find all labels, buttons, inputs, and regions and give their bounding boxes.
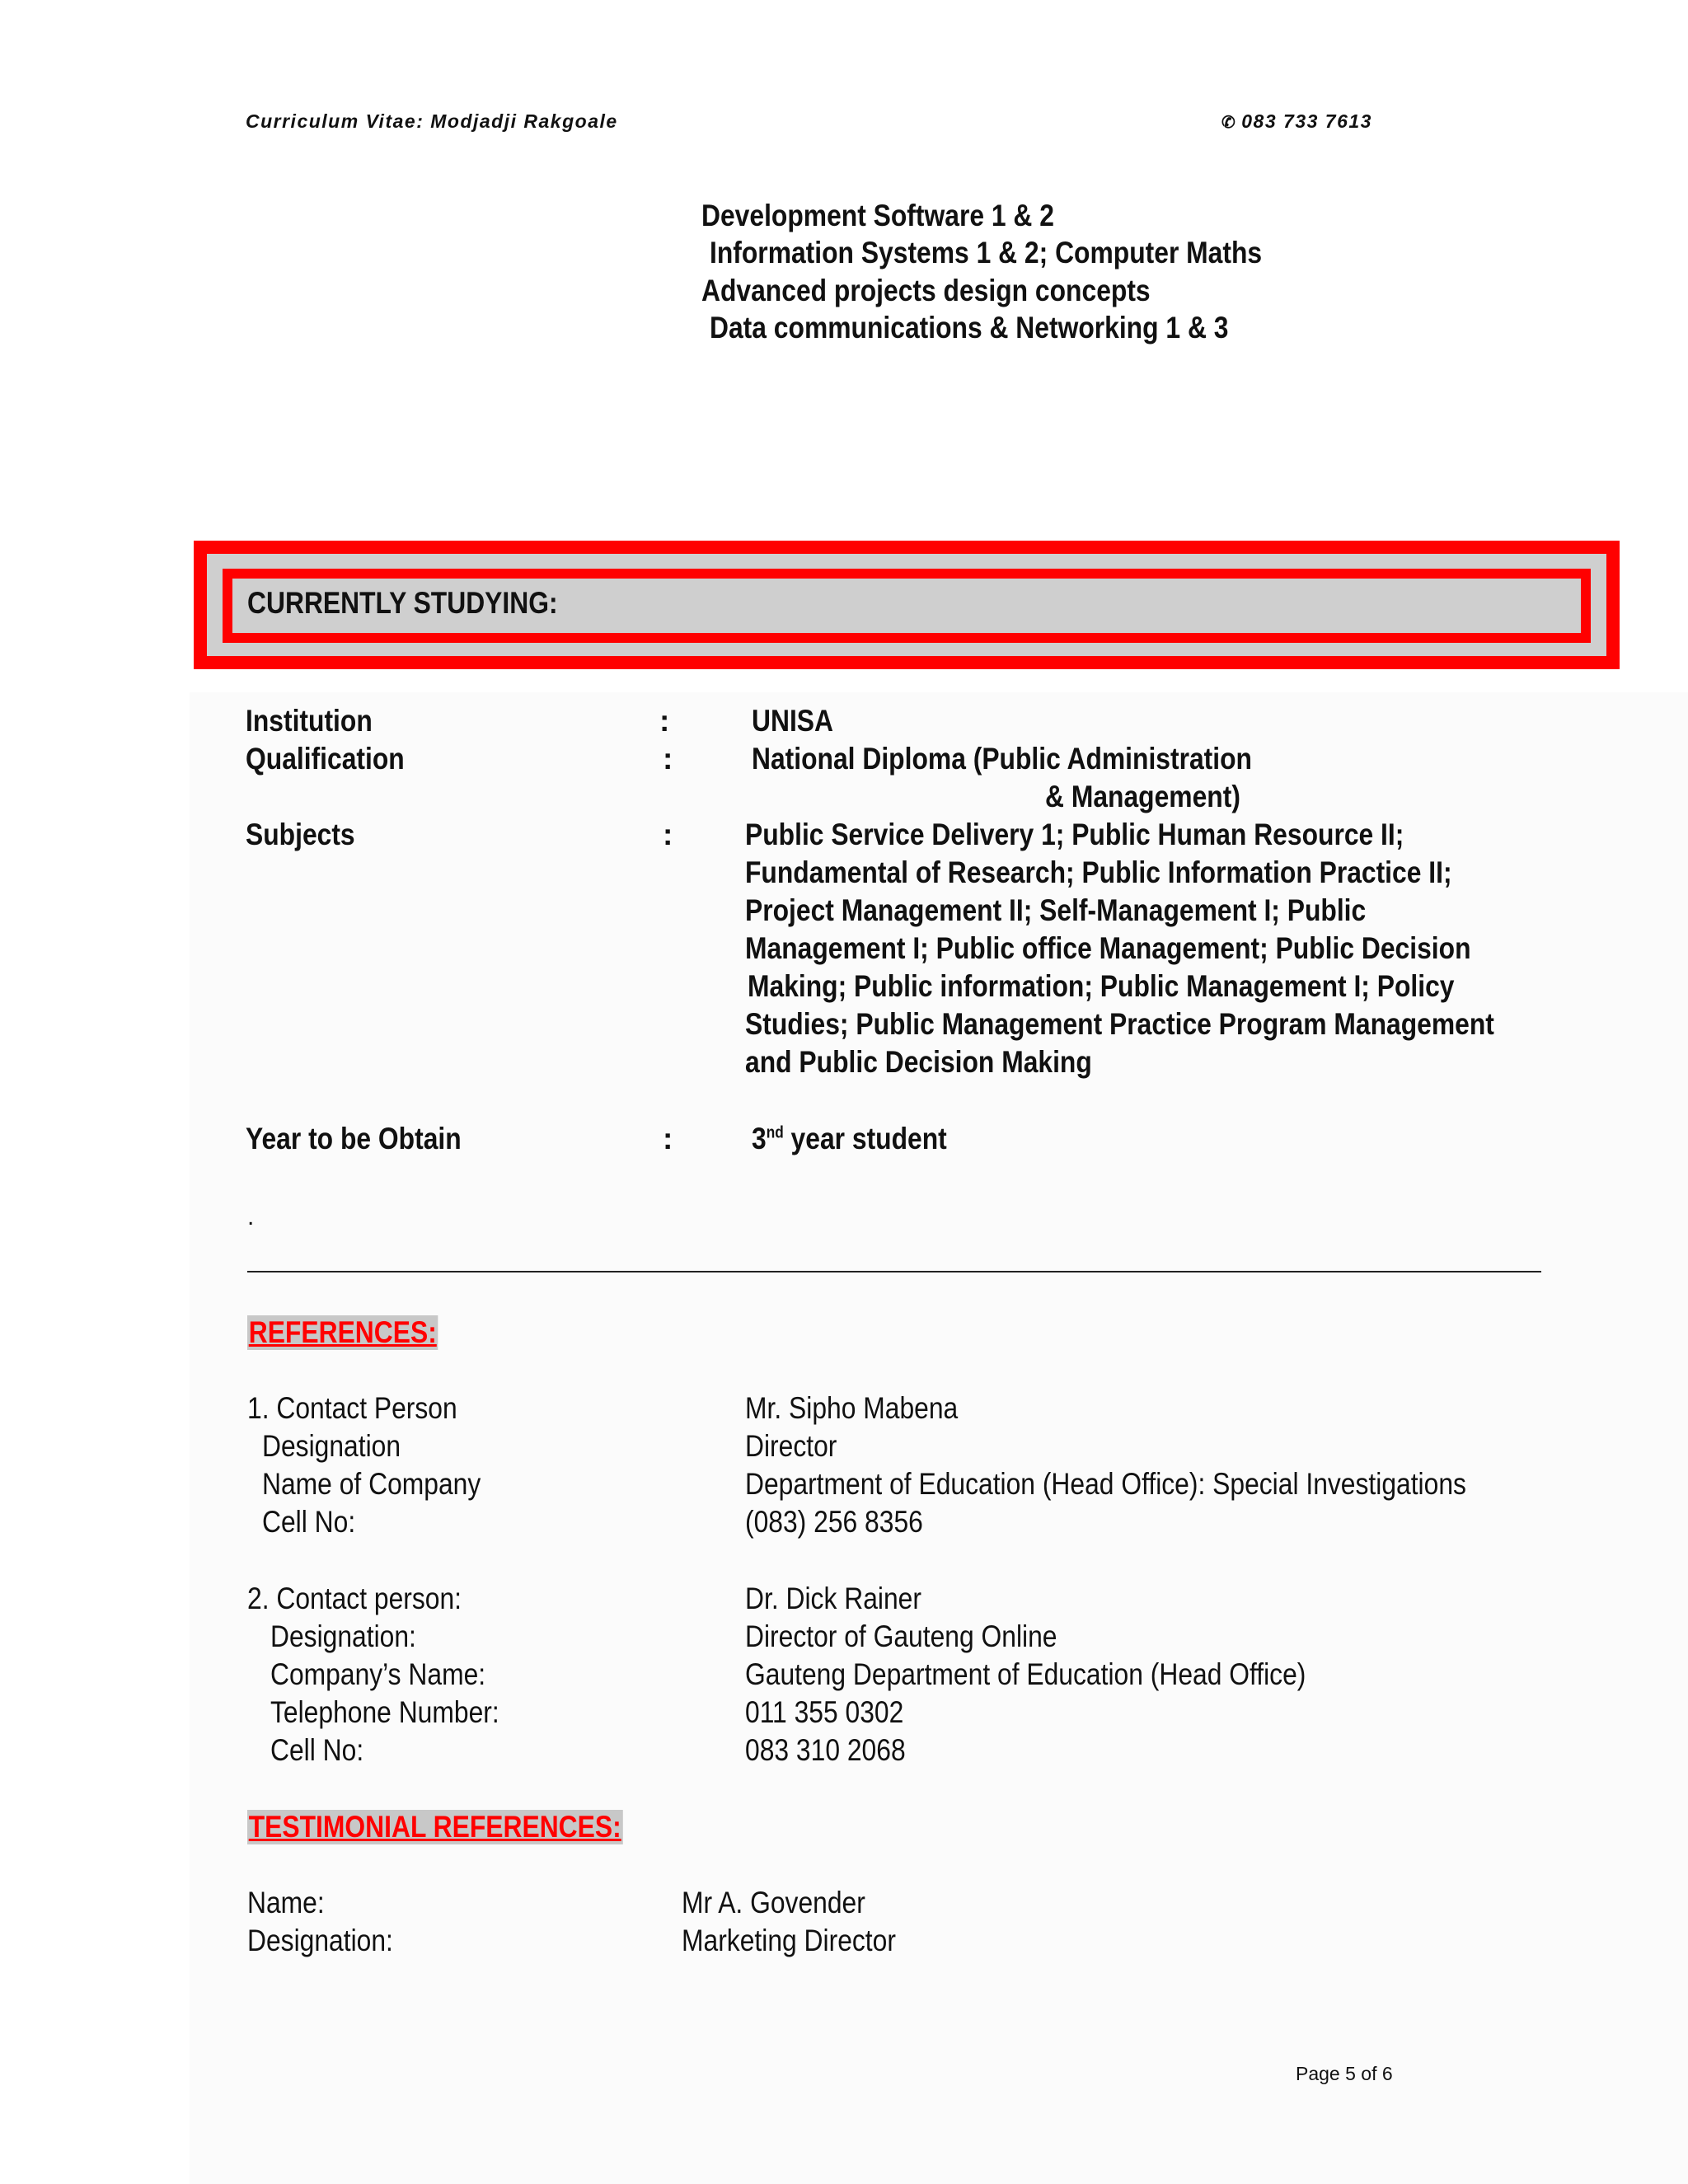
colon: : [663,742,673,776]
ref1-label: Cell No: [262,1505,356,1539]
ref1-label: Name of Company [262,1467,481,1501]
subjects-line: Project Management II; Self-Management I; Public [745,893,1367,927]
ref2-value: Dr. Dick Rainer [745,1582,921,1615]
ref1-label: Designation [262,1429,401,1463]
subjects-line: Fundamental of Research; Public Information Practice II; [745,855,1452,889]
qualification-value-line1: National Diploma (Public Administration [752,742,1252,776]
testimonial-references-heading: TESTIMONIAL REFERENCES: [248,1810,621,1844]
ref2-label: Telephone Number: [270,1695,499,1729]
testimonial-value: Mr A. Govender [682,1886,865,1919]
colon: : [659,704,670,738]
qualification-label: Qualification [246,742,405,776]
course-item: Information Systems 1 & 2; Computer Maths [710,236,1263,269]
year-ordinal: nd [766,1123,784,1142]
phone-icon: ✆ [1221,114,1237,132]
year-text: year student [783,1122,947,1155]
subjects-line: Public Service Delivery 1; Public Human Resource II; [745,818,1404,851]
testimonial-label: Designation: [247,1924,393,1957]
course-item: Data communications & Networking 1 & 3 [710,311,1229,344]
year-label: Year to be Obtain [246,1122,462,1155]
subjects-line: Management I; Public office Management; Public Decision [745,931,1471,965]
ref2-value: Director of Gauteng Online [745,1619,1057,1653]
ref2-value: 083 310 2068 [745,1733,906,1767]
ref2-label: Company’s Name: [270,1657,486,1691]
phone-number: 083 733 7613 [1241,110,1372,132]
ref2-value: 011 355 0302 [745,1695,904,1729]
cv-header-phone [1221,110,1372,133]
ref1-value: (083) 256 8356 [745,1505,923,1539]
subjects-label: Subjects [246,818,355,851]
cv-header-title: Curriculum Vitae: Modjadji Rakgoale [246,110,618,132]
course-item: Advanced projects design concepts [701,274,1151,307]
ref1-value: Director [745,1429,837,1463]
page-number: Page 5 of 6 [1296,2063,1393,2084]
colon: : [663,818,673,851]
year-number: 3 [752,1122,767,1155]
year-value [752,1122,947,1156]
ref2-label: Cell No: [270,1733,364,1767]
ref2-label: Designation: [270,1619,416,1653]
divider-line [247,1271,1541,1272]
ref1-value: Mr. Sipho Mabena [745,1391,959,1425]
colon: : [663,1122,673,1155]
testimonial-label: Name: [247,1886,325,1919]
currently-studying-heading: CURRENTLY STUDYING: [247,586,558,620]
subjects-line: Studies; Public Management Practice Program Management [745,1007,1494,1041]
institution-label: Institution [246,704,373,738]
ref1-label: 1. Contact Person [247,1391,457,1425]
testimonial-value: Marketing Director [682,1924,896,1957]
institution-value: UNISA [752,704,834,738]
ref2-value: Gauteng Department of Education (Head Office) [745,1657,1306,1691]
subjects-line: and Public Decision Making [745,1045,1092,1079]
ref2-label: 2. Contact person: [247,1582,462,1615]
subjects-line: Making; Public information; Public Management I; Policy [748,969,1455,1003]
ref1-value: Department of Education (Head Office): Special Investigations [745,1467,1466,1501]
references-heading: REFERENCES: [248,1315,437,1349]
stray-dot: . [247,1203,255,1230]
qualification-value-line2: & Management) [1045,780,1240,813]
course-item: Development Software 1 & 2 [701,199,1054,232]
